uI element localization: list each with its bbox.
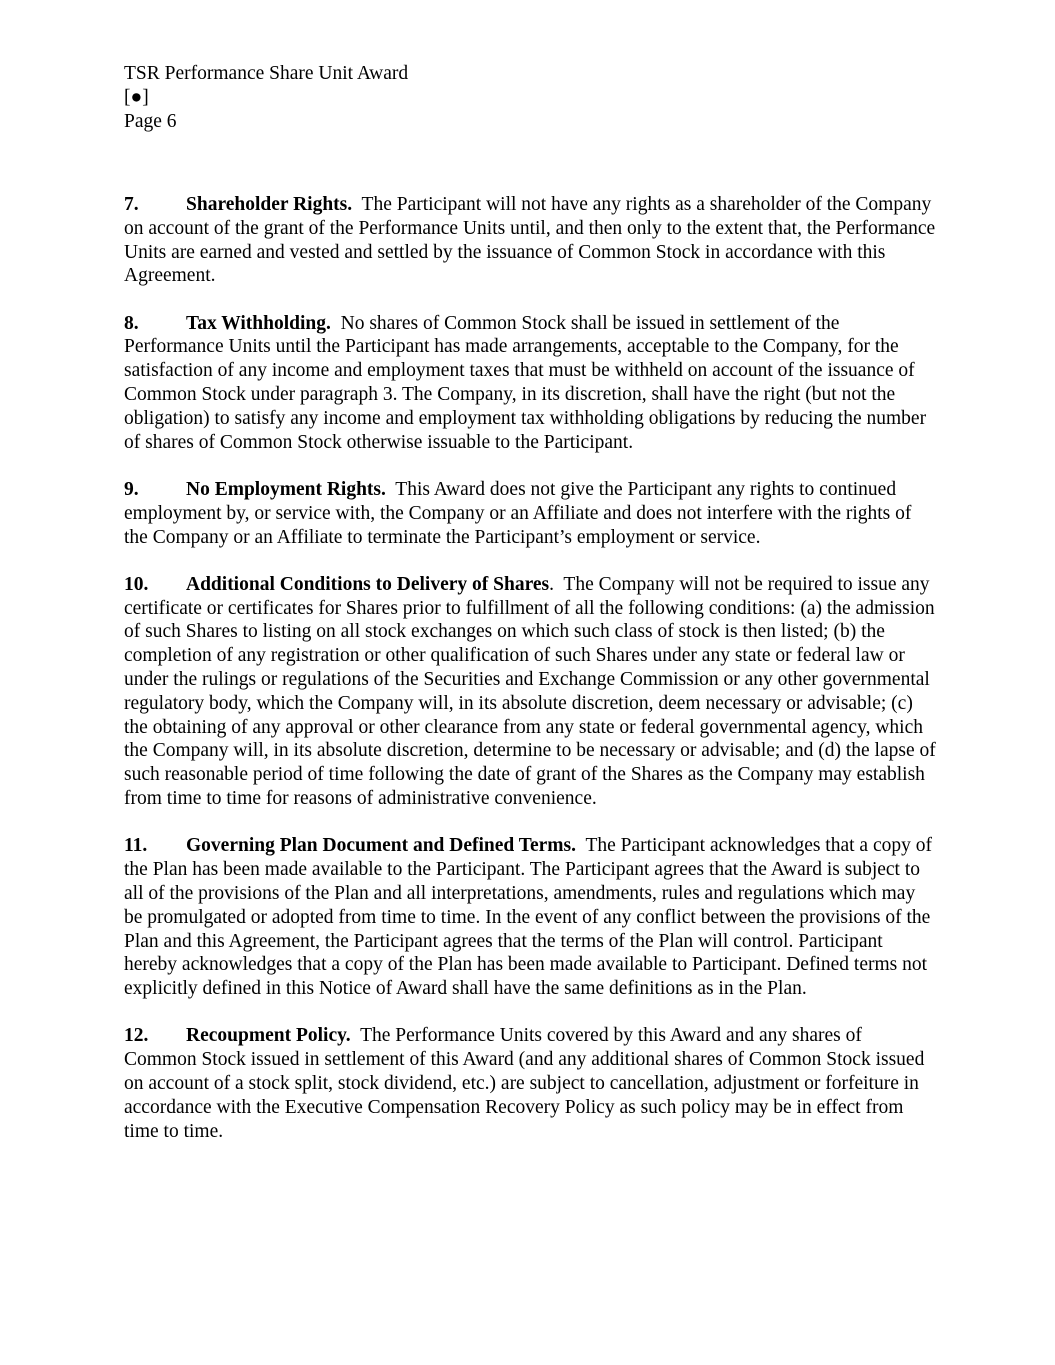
header-award-title: TSR Performance Share Unit Award [124,63,409,84]
section-body: This Award does not give the Participant any rights to continued employment by, or service with, the Company or an Affiliate and does not interfere with the rights of the Company or an Affiliate to terminate the Participant’s employment or service. [124,478,912,548]
section-number: 10. [124,573,149,595]
section-title: Shareholder Rights. [186,194,353,215]
section-shareholder-rights [124,193,936,288]
section-title: Tax Withholding. [186,312,331,334]
section-body: The Participant acknowledges that a copy of the Plan has been made available to the Participant. The Participant agrees that the Award is subject to all of the provisions of the Plan and all interpretations, amendments, rules and regulations which may be promulgated or adopted from time to time. In the event of any conflict between the provisions of the Plan and this Agreement, the Participant agrees that the terms of the Plan will control. Participant hereby acknowledges that a copy of the Plan has been made available to Participant. Defined terms not explicitly defined in this Notice of Award shall have the same definitions as in the Plan. [124,835,932,1000]
section-number: 8. [124,312,139,334]
section-number: 12. [124,1025,149,1047]
section-title: Governing Plan Document and Defined Terms. [186,835,577,857]
page-header [124,62,936,134]
section-body: The Performance Units covered by this Award and any shares of Common Stock issued in settlement of this Award (and any additional shares of Common Stock issued on account of a stock split, stock dividend, etc.) are subject to cancellation, adjustment or forfeiture in accordance with the Executive Compensation Recovery Policy as such policy may be in effect from time to time. [124,1025,925,1142]
section-recoupment-policy [124,1024,936,1143]
section-governing-plan [124,834,936,1001]
section-body: No shares of Common Stock shall be issued in settlement of the Performance Units until the Participant has made arrangements, acceptable to the Company, for the satisfaction of any income and employment taxes that must be withheld on account of the issuance of Common Stock under paragraph 3. The Company, in its discretion, shall have the right (but not the obligation) to satisfy any income and employment tax withholding obligations by reducing the number of shares of Common Stock otherwise issuable to the Participant. [124,312,927,453]
section-number: 9. [124,478,139,500]
header-page-number: Page 6 [124,111,177,132]
section-tax-withholding [124,312,936,455]
header-placeholder: [●] [124,87,149,108]
section-title: No Employment Rights. [186,478,386,500]
section-body: The Participant will not have any rights as a shareholder of the Company on account of the grant of the Performance Units until, and then only to the extent that, the Performance Units are earned and vested and settled by the issuance of Common Stock in accordance with this Agreement. [124,194,936,287]
section-no-employment-rights [124,478,936,549]
section-body: The Company will not be required to issue any certificate or certificates for Shares prior to fulfillment of all the following conditions: (a) the admission of such Shares to listing on all stock exchanges on which such class of stock is then listed; (b) the completion of any registration or other qualification of such Shares under any state or federal law or under the rulings or regulations of the Securities and Exchange Commission or any other governmental regulatory body, which the Company will, in its absolute discretion, deem necessary or advisable; (c) the obtaining of any approval or other clearance from any state or federal governmental agency, which the Company will, in its absolute discretion, determine to be necessary or advisable; and (d) the lapse of such reasonable period of time following the date of grant of the Shares as the Company may establish from time to time for reasons of administrative convenience. [124,573,936,810]
section-title: Recoupment Policy. [186,1025,351,1047]
document-page [124,62,936,1143]
section-additional-conditions: 10. Additional Conditions to Delivery of Shares. The Company will not be required to issue any certificate or certificates for Shares prior to fulfillment of all the following conditions: (a) the admission of such Shares to listing on all stock exchanges on which such class of stock is then listed; (b) the completion of any registration or other qualification of such Shares under any state or federal law or under the rulings or regulations of the Securities and Exchange Commission or any other governmental regulatory body, which the Company will, in its absolute discretion, deem necessary or advisable; (c) the obtaining of any approval or other clearance from any state or federal governmental agency, which the Company will, in its absolute discretion, determine to be necessary or advisable; and (d) the lapse of such reasonable period of time following the date of grant of the Shares as the Company may establish from time to time for reasons of administrative convenience. [124,573,936,810]
section-title: Additional Conditions to Delivery of Shares [186,573,550,595]
section-number: 11. [124,835,148,857]
section-number: 7. [124,194,139,215]
